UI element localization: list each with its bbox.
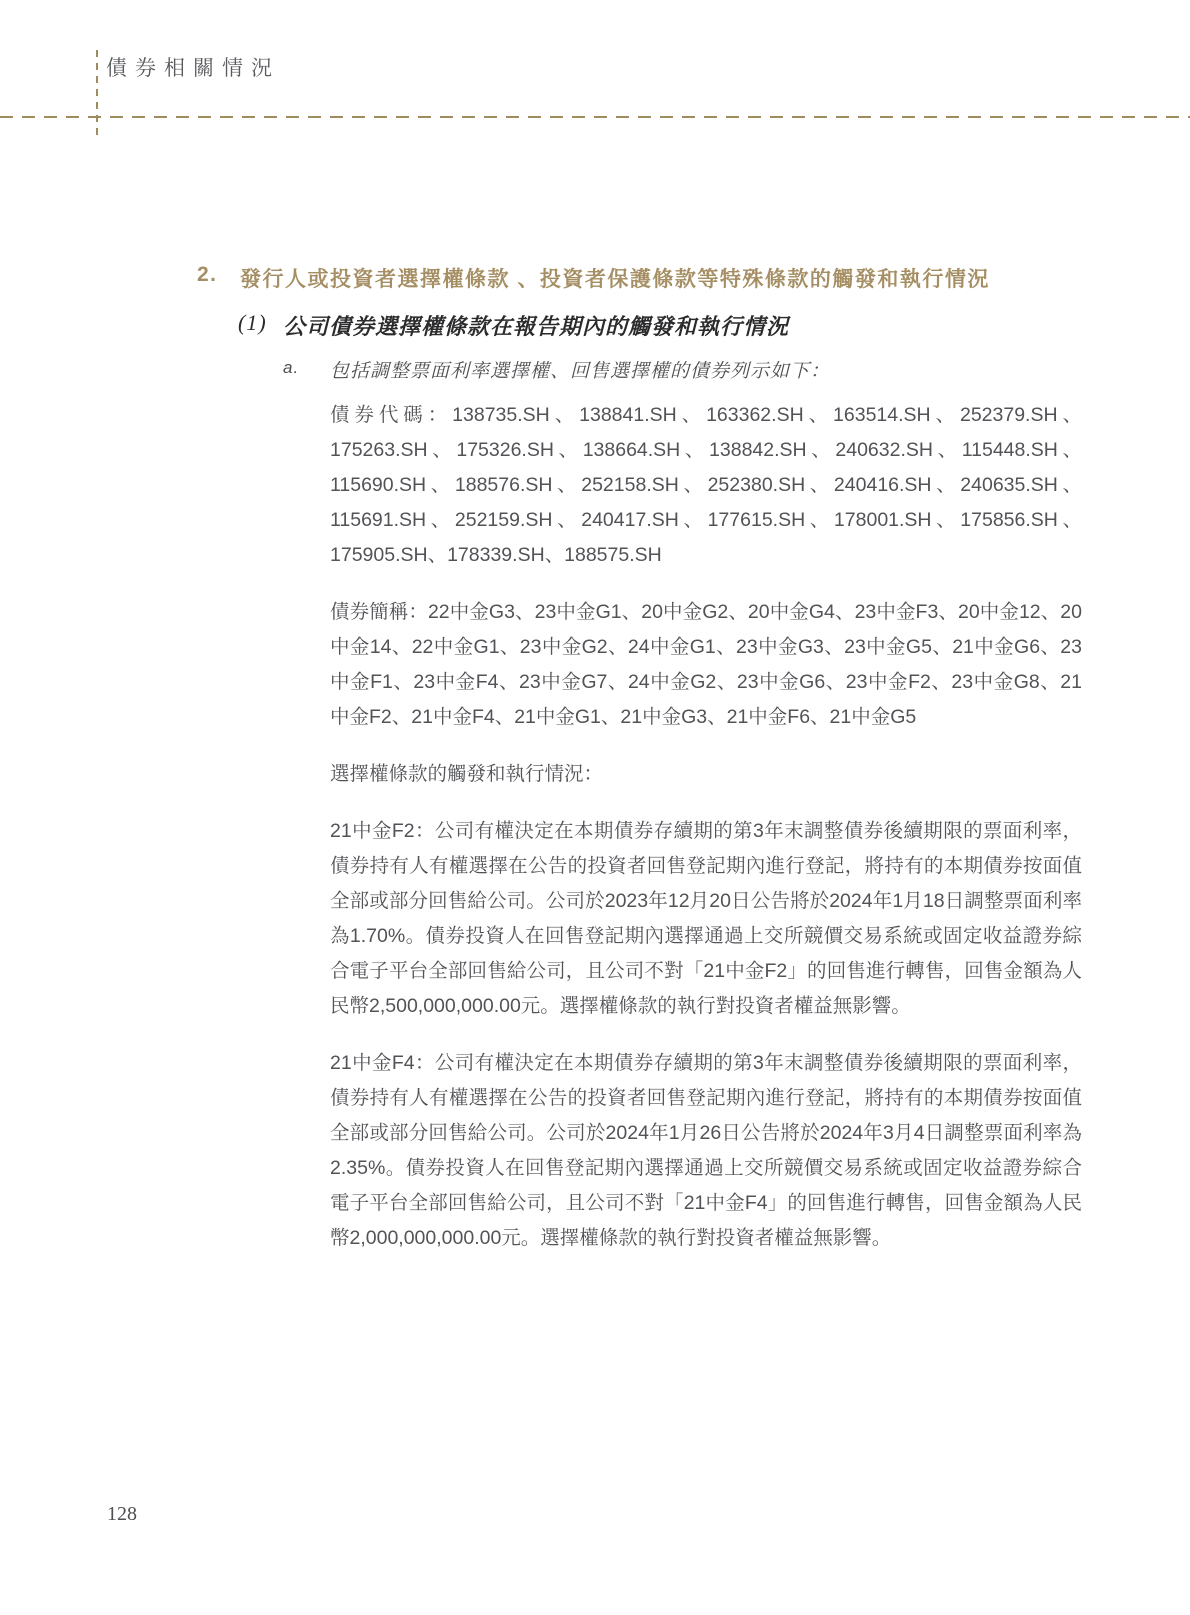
paragraph-bond-f4: 21中金F4：公司有權決定在本期債券存續期的第3年末調整債券後續期限的票面利率，債券持有人有權選擇在公告的投資者回售登記期內進行登記，將持有的本期債券按面值全部或部分回售給公司。公司於2024年1月26日公告將於2024年3月4日調整票面利率為2.35%。債券投資人在回售登記期內選擇通過上交所競價交易系統或固定收益證券綜合電子平台全部回售給公司，且公司不對「21中金F4」的回售進行轉售，回售金額為人民幣2,000,000,000.00元。選擇權條款的執行對投資者權益無影響。 (330, 1052, 1082, 1249)
section-title: 發行人或投資者選擇權條款 、投資者保護條款等特殊條款的觸發和執行情況 (240, 268, 990, 291)
paragraph-bond-codes: 債券代碼：138735.SH、138841.SH、163362.SH、163514.SH、252379.SH、175263.SH、175326.SH、138664.SH、138842.SH、240632.SH、115448.SH、115690.SH、188576.SH、252158.SH、252380.SH、240416.SH、240635.SH、115691.SH、252159.SH、240417.SH、177615.SH、178001.SH、175856.SH、175905.SH、178339.SH、188575.SH (330, 404, 1082, 566)
page-number: 128 (107, 1503, 137, 1525)
running-header-title: 債券相關情況 (106, 56, 280, 80)
subsection-title: 公司債券選擇權條款在報告期內的觸發和執行情況 (283, 314, 790, 339)
paragraph-bond-f2: 21中金F2：公司有權決定在本期債券存續期的第3年末調整債券後續期限的票面利率，債券持有人有權選擇在公告的投資者回售登記期內進行登記，將持有的本期債券按面值全部或部分回售給公司。公司於2023年12月20日公告將於2024年1月18日調整票面利率為1.70%。債券投資人在回售登記期內選擇通過上交所競價交易系統或固定收益證券綜合電子平台全部回售給公司，且公司不對「21中金F2」的回售進行轉售，回售金額為人民幣2,500,000,000.00元。選擇權條款的執行對投資者權益無影響。 (330, 820, 1082, 1017)
section-number: 2. (197, 263, 218, 286)
header-horizontal-dashed-rule (0, 116, 1190, 118)
header-vertical-dashed-rule (96, 50, 98, 138)
section-heading (197, 263, 1097, 293)
list-item-marker: a. (283, 358, 300, 377)
subsection-heading (238, 310, 1098, 341)
body-content (330, 398, 1082, 1278)
subsection-number: (1) (238, 310, 267, 335)
paragraph-bond-short-names: 債券簡稱：22中金G3、23中金G1、20中金G2、20中金G4、23中金F3、20中金12、20中金14、22中金G1、23中金G2、24中金G1、23中金G3、23中金G5、21中金G6、23中金F1、23中金F4、23中金G7、24中金G2、23中金G6、23中金F2、23中金G8、21中金F2、21中金F4、21中金G1、21中金G3、21中金F6、21中金G5 (330, 601, 1082, 728)
list-item-heading (283, 356, 1083, 383)
paragraph-trigger-status-heading: 選擇權條款的觸發和執行情況： (330, 763, 604, 785)
list-item-title: 包括調整票面利率選擇權、回售選擇權的債券列示如下： (330, 361, 831, 382)
